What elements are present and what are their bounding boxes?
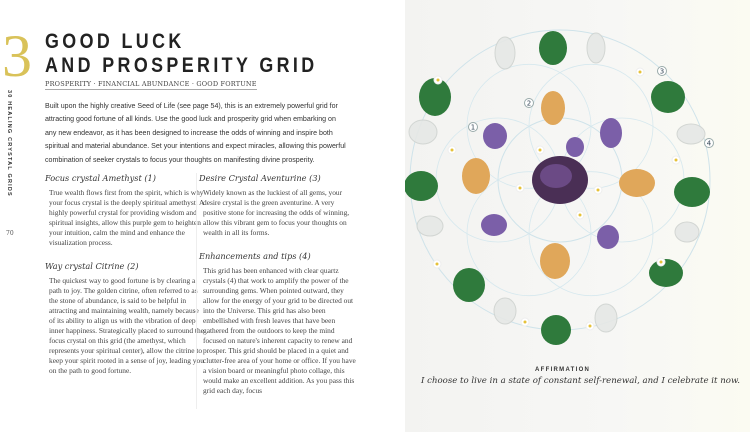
title-line-1: GOOD LUCK <box>45 30 185 53</box>
daisy-center <box>437 79 440 82</box>
quartz-crystal <box>417 216 443 236</box>
daisy-center <box>436 263 439 266</box>
section-heading: Focus crystal Amethyst (1) <box>45 173 156 183</box>
book-title-vertical: 30 HEALING CRYSTAL GRIDS <box>6 90 12 197</box>
chapter-number: 3 <box>2 23 32 89</box>
affirmation-label: AFFIRMATION <box>535 367 591 373</box>
affirmation-text: I choose to live in a state of constant self-renewal, and I celebrate it now. <box>421 376 741 386</box>
section-body: True wealth flows first from the spirit, which is why your focus crystal is the deeply spiritual amethyst. A highly powerful crystal for providing wisdom and spiritual insights, allow this purple gem to heighten your intuition, calm the mind and enhance the visualization process. <box>49 188 204 247</box>
page-number: 70 <box>6 230 14 237</box>
quartz-crystal <box>675 222 699 242</box>
amethyst-crystal <box>483 123 507 149</box>
daisy-center <box>660 261 663 264</box>
section-heading: Enhancements and tips (4) <box>199 251 311 261</box>
section-body: This grid has been enhanced with clear quartz crystals (4) that work to amplify the power of the surrounding gems. When pointed outward, they allow for the energy of your grid to be directed out into the Universe. This grid has also been embellished with fresh leaves that have been gathered from the outdoors to keep the mind focused on nature's inherent capacity to renew and prosper. This grid should be placed in a quiet and clutter-free area of your home or office. If you have a vision board or meaningful photo collage, this would make an excellent addition. As you pass this grid each day, focus <box>203 266 356 395</box>
daisy-center <box>639 71 642 74</box>
section-body: The quickest way to good fortune is by clearing a path to joy. The golden citrine, often referred to as the stone of abundance, is said to be helpful in attracting and maintaining wealth, namely because of its ability to align us with the vibration of deep inner happiness. Strategically placed to surround the focus crystal on this grid (the amethyst, which represents your spiritual center), allow the citrine to keep your spirit rooted in a sense of joy, leading you on the path to good fortune. <box>49 276 204 375</box>
number-label: 3 <box>659 67 665 76</box>
aventurine-crystal <box>405 171 438 201</box>
page-title <box>45 30 318 78</box>
citrine-crystal <box>541 91 565 125</box>
amethyst-crystal <box>600 118 622 148</box>
aventurine-crystal <box>651 81 685 113</box>
daisy-center <box>597 189 600 192</box>
section-heading: Desire Crystal Aventurine (3) <box>199 173 321 183</box>
column-left <box>45 173 205 389</box>
citrine-crystal <box>462 158 490 194</box>
daisy-center <box>524 321 527 324</box>
number-label: 2 <box>526 99 532 108</box>
amethyst-crystal <box>566 137 584 157</box>
amethyst-crystal <box>597 225 619 249</box>
quartz-crystal <box>409 120 437 144</box>
aventurine-crystal <box>674 177 710 207</box>
number-label: 4 <box>706 139 712 148</box>
aventurine-crystal <box>649 259 683 287</box>
daisy-center <box>579 214 582 217</box>
quartz-crystal <box>587 33 605 63</box>
daisy-center <box>589 325 592 328</box>
column-right <box>196 173 356 409</box>
quartz-crystal <box>495 37 515 69</box>
aventurine-crystal <box>541 315 571 345</box>
daisy-center <box>675 159 678 162</box>
intro-paragraph: Built upon the highly creative Seed of Life (see page 54), this is an extremely powerful grid for attracting good fortune of all kinds. Use the good luck and prosperity grid when embarking on any new endeavor, as it has been designed to increase the odds of winning and inspire both spiritual and material abundance. Set your intentions and expect miracles, allowing this powerful combination of seeker crystals to focus your thoughts on manifesting divine prosperity. <box>45 101 346 164</box>
tags: PROSPERITY · FINANCIAL ABUNDANCE · GOOD FORTUNE <box>45 80 257 88</box>
citrine-crystal <box>540 243 570 279</box>
amethyst-crystal <box>481 214 507 236</box>
aventurine-crystal <box>453 268 485 302</box>
section-body: Widely known as the luckiest of all gems, your desire crystal is the green aventurine. A very positive stone for increasing the odds of winning, allow this vibrant gem to focus your thoughts on wealth in all its forms. <box>203 188 350 237</box>
section-heading: Way crystal Citrine (2) <box>45 261 139 271</box>
amethyst-cluster-highlight <box>540 164 572 188</box>
number-label: 1 <box>470 123 476 132</box>
daisy-center <box>539 149 542 152</box>
quartz-crystal <box>677 124 705 144</box>
aventurine-crystal <box>539 31 567 65</box>
title-line-2: AND PROSPERITY GRID <box>45 54 318 77</box>
aventurine-crystal <box>419 78 451 116</box>
quartz-crystal <box>595 304 617 332</box>
quartz-crystal <box>494 298 516 324</box>
daisy-center <box>519 187 522 190</box>
citrine-crystal <box>619 169 655 197</box>
daisy-center <box>451 149 454 152</box>
